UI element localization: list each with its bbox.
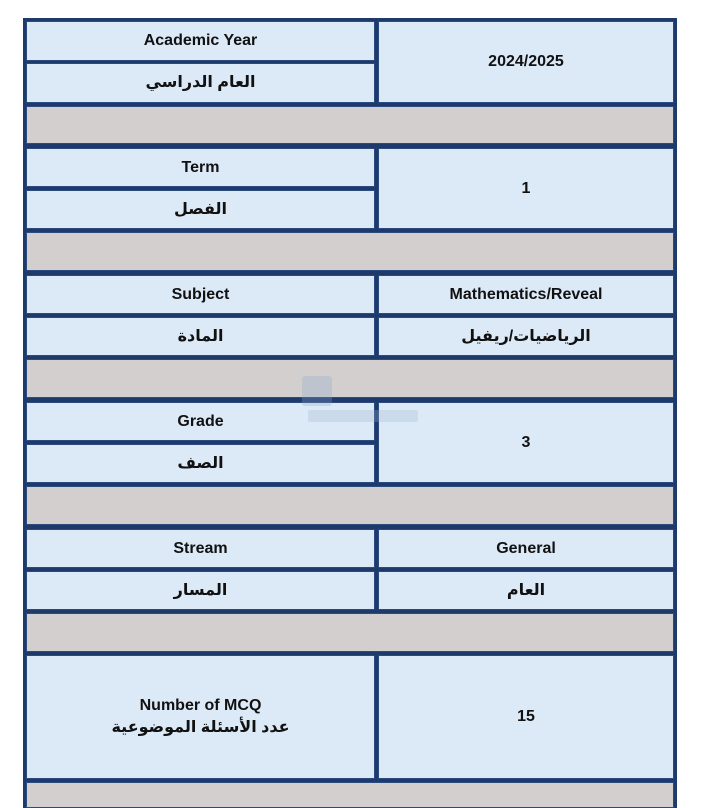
stream-value-en: General — [378, 529, 674, 568]
subject-label-en: Subject — [26, 275, 375, 314]
grade-value: 3 — [378, 402, 674, 483]
term-value: 1 — [378, 148, 674, 229]
grade-label-en: Grade — [26, 402, 375, 441]
academic-year-label-ar: العام الدراسي — [26, 63, 375, 103]
separator-row — [26, 613, 674, 652]
academic-year-label-en: Academic Year — [26, 21, 375, 61]
separator-row — [26, 782, 674, 808]
separator-row — [26, 359, 674, 398]
mcq-label — [26, 655, 375, 779]
exam-info-table — [23, 18, 677, 808]
stream-label-en: Stream — [26, 529, 375, 568]
subject-value-ar: الرياضيات/ريفيل — [378, 317, 674, 356]
term-label-en: Term — [26, 148, 375, 187]
stream-value-ar: العام — [378, 571, 674, 610]
stream-label-ar: المسار — [26, 571, 375, 610]
mcq-value: 15 — [378, 655, 674, 779]
term-label-ar: الفصل — [26, 190, 375, 229]
mcq-label-en: Number of MCQ — [139, 697, 262, 715]
mcq-label-ar: عدد الأسئلة الموضوعية — [111, 719, 290, 736]
subject-value-en: Mathematics/Reveal — [378, 275, 674, 314]
separator-row — [26, 232, 674, 271]
grade-label-ar: الصف — [26, 444, 375, 483]
separator-row — [26, 486, 674, 525]
separator-row — [26, 106, 674, 144]
subject-label-ar: المادة — [26, 317, 375, 356]
academic-year-value: 2024/2025 — [378, 21, 674, 103]
